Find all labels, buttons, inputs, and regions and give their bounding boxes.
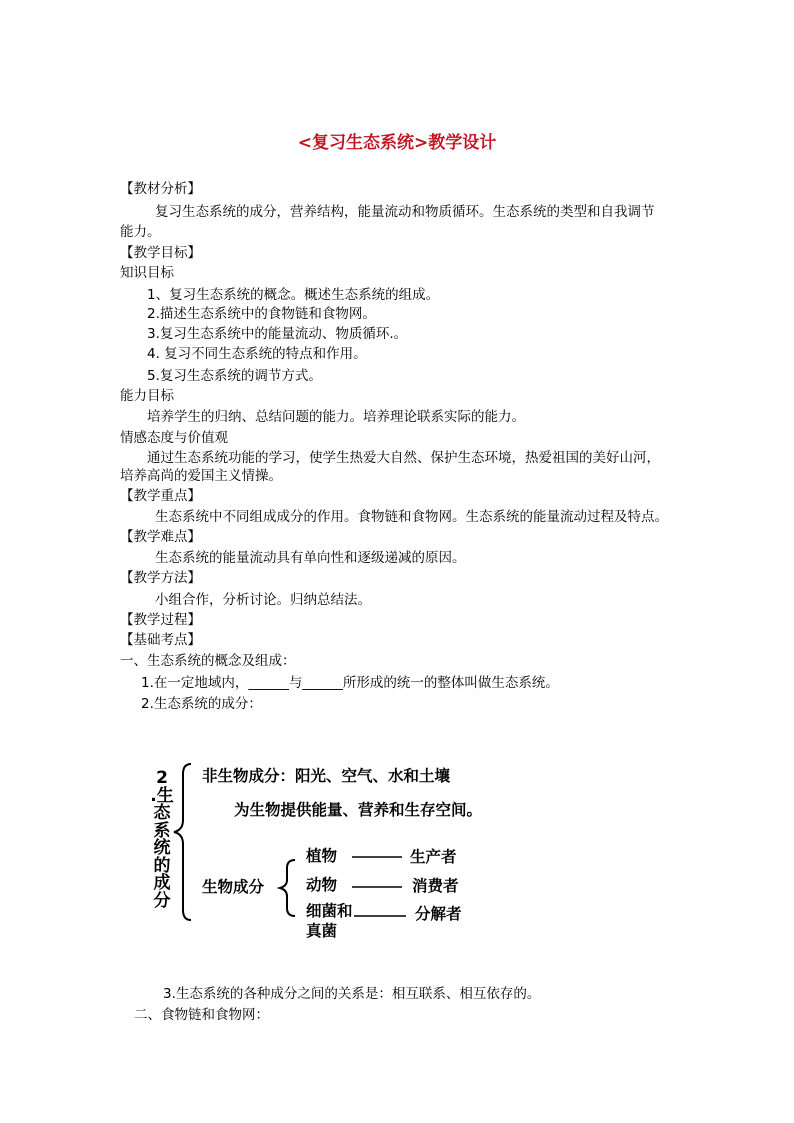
part-2-heading: 二、食物链和食物网：	[134, 1007, 269, 1023]
biotic-component: 生物成分	[202, 878, 265, 896]
difficult-points-text: 生态系统的能量流动具有单向性和逐级递减的原因。	[155, 550, 466, 566]
knowledge-goal-item: 3.复习生态系统中的能量流动、物质循环.。	[147, 326, 408, 342]
textbook-analysis-line-2: 能力。	[120, 224, 161, 240]
knowledge-goal-item: 4. 复习不同生态系统的特点和作用。	[147, 346, 367, 362]
main-brace	[174, 764, 191, 920]
heading-difficult-points: 【教学难点】	[120, 529, 201, 545]
organism-plants: 植物	[306, 847, 338, 865]
ability-goals-text: 培养学生的归纳、总结问题的能力。培养理论联系实际的能力。	[147, 409, 525, 425]
key-points-text: 生态系统中不同组成成分的作用。食物链和食物网。生态系统的能量流动过程及特点。	[155, 509, 668, 525]
ecosystem-components-diagram	[140, 760, 520, 950]
knowledge-goal-item: 5.复习生态系统的调节方式。	[147, 368, 322, 384]
attitude-values-line-1: 通过生态系统功能的学习，使学生热爱大自然、保护生态环境，热爱祖国的美好山河，	[147, 450, 660, 466]
part-1-item-3: 3.生态系统的各种成分之间的关系是：相互联系、相互依存的。	[163, 986, 541, 1002]
knowledge-goal-item: 2.描述生态系统中的食物链和食物网。	[147, 306, 376, 322]
heading-knowledge-goals: 知识目标	[120, 265, 174, 281]
heading-attitude-values: 情感态度与价值观	[120, 430, 228, 446]
part-1-item-2: 2.生态系统的成分：	[141, 696, 262, 712]
heading-textbook-analysis: 【教材分析】	[120, 181, 201, 197]
heading-ability-goals: 能力目标	[120, 388, 174, 404]
part-1-heading: 一、生态系统的概念及组成：	[120, 653, 296, 669]
heading-teaching-method: 【教学方法】	[120, 570, 201, 586]
attitude-values-line-2: 培养高尚的爱国主义情操。	[120, 468, 282, 484]
heading-basic-points: 【基础考点】	[120, 632, 201, 648]
role-decomposer: 分解者	[415, 905, 462, 923]
role-producer: 生产者	[410, 848, 457, 866]
knowledge-goal-item: 1、复习生态系统的概念。概述生态系统的组成。	[147, 287, 440, 303]
part-1-item-1: 1.在一定地域内，______与______所形成的统一的整体叫做生态系统。	[141, 675, 559, 691]
page-title: <复习生态系统>教学设计	[297, 133, 497, 153]
biotic-brace	[280, 860, 295, 916]
organism-animals: 动物	[306, 876, 338, 894]
heading-key-points: 【教学重点】	[120, 488, 201, 504]
textbook-analysis-line-1: 复习生态系统的成分，营养结构，能量流动和物质循环。生态系统的类型和自我调节	[155, 204, 655, 220]
diagram-vertical-label: 2 .生 态 系 统 的 成 分	[150, 768, 174, 911]
abiotic-note: 为生物提供能量、营养和生存空间。	[234, 801, 483, 819]
heading-teaching-goals: 【教学目标】	[120, 245, 201, 261]
organism-bacteria-fungi: 细菌和 真菌	[306, 902, 353, 940]
abiotic-component: 非生物成分：阳光、空气、水和土壤	[202, 767, 451, 785]
heading-teaching-process: 【教学过程】	[120, 612, 201, 628]
teaching-method-text: 小组合作，分析讨论。归纳总结法。	[155, 592, 371, 608]
role-consumer: 消费者	[412, 877, 459, 895]
